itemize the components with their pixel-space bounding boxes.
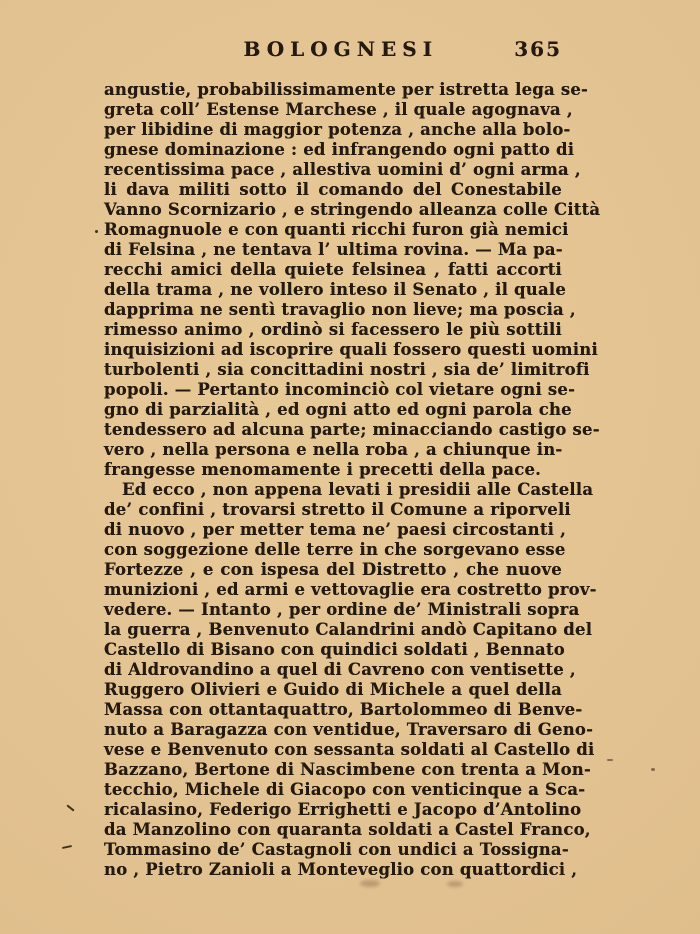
text-line: rimesso animo , ordinò si facessero le più sottili bbox=[104, 320, 562, 339]
text-line: della trama , ne vollero inteso il Senato , il quale bbox=[104, 280, 567, 299]
text-line: gnese dominazione : ed infrangendo ogni patto di bbox=[104, 140, 575, 159]
text-line: di Felsina , ne tentava l’ ultima rovina. — Ma pa- bbox=[104, 240, 563, 259]
text-line: con soggezione delle terre in che sorgevano esse bbox=[104, 540, 566, 559]
ink-speck bbox=[95, 230, 98, 233]
text-line: turbolenti , sia concittadini nostri , sia de’ limitrofi bbox=[104, 360, 590, 379]
body-text bbox=[104, 80, 601, 880]
text-line: per libidine di maggior potenza , anche alla bolo- bbox=[104, 120, 571, 139]
ink-speck bbox=[62, 845, 72, 849]
text-line: ricalasino, Federigo Errighetti e Jacopo d’Antolino bbox=[104, 800, 582, 819]
paper-smudge bbox=[447, 881, 463, 887]
text-line: vero , nella persona e nella roba , a chiunque in- bbox=[104, 440, 563, 459]
paragraph-1 bbox=[104, 80, 601, 480]
text-line: recchi amici della quiete felsinea , fatti accorti bbox=[104, 260, 562, 279]
text-line: Castello di Bisano con quindici soldati , Bennato bbox=[104, 640, 565, 659]
page-header bbox=[104, 37, 562, 63]
text-line: vese e Benvenuto con sessanta soldati al Castello di bbox=[104, 740, 595, 759]
text-line: di nuovo , per metter tema ne’ paesi circostanti , bbox=[104, 520, 567, 539]
ink-speck bbox=[651, 768, 655, 771]
paper-smudge bbox=[360, 880, 380, 887]
page-number: 365 bbox=[514, 37, 562, 61]
text-line: la guerra , Benvenuto Calandrini andò Capitano del bbox=[104, 620, 593, 639]
text-line: dapprima ne sentì travaglio non lieve; ma poscia , bbox=[104, 300, 576, 319]
text-line: greta coll’ Estense Marchese , il quale agognava , bbox=[104, 100, 573, 119]
text-line: di Aldrovandino a quel di Cavreno con ventisette , bbox=[104, 660, 576, 679]
text-line: gno di parzialità , ed ogni atto ed ogni parola che bbox=[104, 400, 572, 419]
text-line: tendessero ad alcuna parte; minacciando castigo se- bbox=[104, 420, 600, 439]
text-line: frangesse menomamente i precetti della pace. bbox=[104, 460, 542, 479]
text-line: Tommasino de’ Castagnoli con undici a Tossigna- bbox=[104, 840, 569, 859]
text-line: da Manzolino con quaranta soldati a Castel Franco, bbox=[104, 820, 591, 839]
text-line: inquisizioni ad iscoprire quali fossero questi uomini bbox=[104, 340, 598, 359]
ink-speck bbox=[66, 804, 74, 811]
text-line: munizioni , ed armi e vettovaglie era costretto prov- bbox=[104, 580, 597, 599]
text-line: popoli. — Pertanto incominciò col vietare ogni se- bbox=[104, 380, 576, 399]
text-line: Bazzano, Bertone di Nascimbene con trenta a Mon- bbox=[104, 760, 592, 779]
text-line: Massa con ottantaquattro, Bartolommeo di Benve- bbox=[104, 700, 583, 719]
text-line: nuto a Baragazza con ventidue, Traversaro di Geno- bbox=[104, 720, 594, 739]
text-line: tecchio, Michele di Giacopo con venticinque a Sca- bbox=[104, 780, 586, 799]
text-line: Ruggero Olivieri e Guido di Michele a quel della bbox=[104, 680, 562, 699]
text-line: Romagnuole e con quanti ricchi furon già nemici bbox=[104, 220, 569, 239]
text-line: angustie, probabilissimamente per istretta lega se- bbox=[104, 80, 589, 99]
text-line: recentissima pace , allestiva uomini d’ ogni arma , bbox=[104, 160, 581, 179]
text-line: Vanno Scornizario , e stringendo alleanza colle Città bbox=[104, 200, 601, 219]
text-line: vedere. — Intanto , per ordine de’ Ministrali sopra bbox=[104, 600, 580, 619]
running-title: BOLOGNESI bbox=[243, 37, 439, 61]
ink-speck bbox=[607, 759, 613, 761]
text-line: no , Pietro Zanioli a Monteveglio con quattordici , bbox=[104, 860, 578, 879]
text-line: Ed ecco , non appena levati i presidii alle Castella bbox=[122, 480, 594, 499]
text-line: de’ confini , trovarsi stretto il Comune a riporveli bbox=[104, 500, 571, 519]
text-line: Fortezze , e con ispesa del Distretto , che nuove bbox=[104, 560, 562, 579]
text-line: li dava militi sotto il comando del Conestabile bbox=[104, 180, 562, 199]
paragraph-2 bbox=[104, 480, 597, 880]
